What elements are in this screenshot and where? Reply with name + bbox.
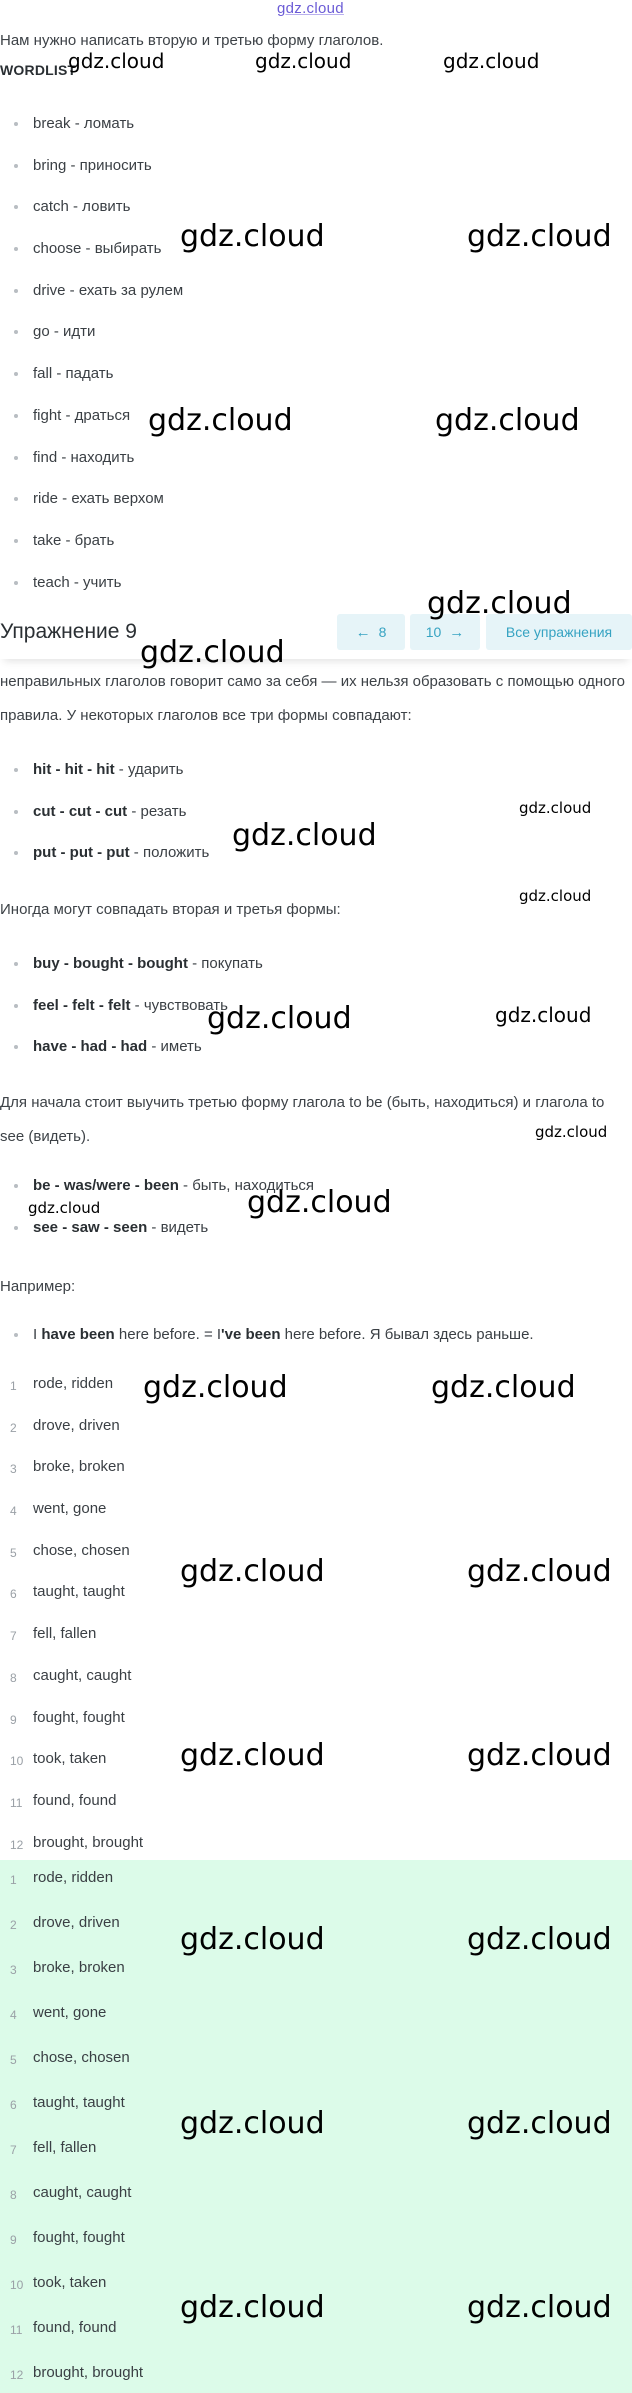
watermark: gdz.cloud	[180, 1922, 325, 1957]
list-item: 9 fought, fought	[10, 1708, 125, 1727]
watermark: gdz.cloud	[255, 49, 352, 73]
list-item: 12 brought, brought	[10, 2364, 144, 2382]
watermark: gdz.cloud	[535, 1123, 608, 1141]
exercise-title: Упражнение 9	[0, 620, 137, 643]
list-item: ride - ехать верхом	[0, 489, 632, 531]
list-item: bring - приносить	[0, 156, 632, 198]
list-item: break - ломать	[0, 114, 632, 156]
watermark: gdz.cloud	[148, 403, 293, 438]
list-item: 1 rode, ridden	[10, 1869, 114, 1887]
watermark: gdz.cloud	[180, 2290, 325, 2325]
list-item: find - находить	[0, 448, 632, 490]
list-item: feel - felt - felt - чувствовать	[0, 996, 632, 1038]
prev-exercise-label: 8	[378, 624, 387, 640]
watermark: gdz.cloud	[431, 1370, 576, 1405]
watermark: gdz.cloud	[467, 1554, 612, 1589]
list-item: 6 taught, taught	[10, 1583, 125, 1602]
watermark: gdz.cloud	[467, 219, 612, 254]
all-exercises-button[interactable]: Все упражнения	[486, 614, 632, 650]
watermark: gdz.cloud	[140, 635, 285, 670]
list-item: 11 found, found	[10, 1791, 117, 1810]
list-item: see - saw - seen - видеть	[0, 1218, 632, 1260]
watermark: gdz.cloud	[435, 403, 580, 438]
next-exercise-label: 10	[425, 624, 442, 640]
watermark: gdz.cloud	[180, 1738, 325, 1773]
list-item: 2 drove, driven	[10, 1914, 120, 1932]
list-item: choose - выбирать	[0, 239, 632, 281]
list-item: go - идти	[0, 322, 632, 364]
watermark: gdz.cloud	[68, 49, 165, 73]
same-two-text: Иногда могут совпадать вторая и третья формы:	[0, 901, 341, 918]
watermark: gdz.cloud	[467, 1738, 612, 1773]
list-item: 6 taught, taught	[10, 2094, 125, 2112]
list-item: drive - ехать за рулем	[0, 281, 632, 323]
list-item: 2 drove, driven	[10, 1416, 120, 1435]
list-item: 12 brought, brought	[10, 1833, 144, 1852]
prev-exercise-button[interactable]	[337, 614, 405, 650]
list-item: 10 took, taken	[10, 2274, 107, 2292]
example-list	[0, 1325, 632, 1367]
list-item: 4 went, gone	[10, 2004, 107, 2022]
list-item: 9 fought, fought	[10, 2229, 125, 2247]
list-item: teach - учить	[0, 573, 632, 615]
list-item: 5 chose, chosen	[10, 1541, 130, 1560]
watermark: gdz.cloud	[467, 1922, 612, 1957]
wordlist-title: WORDLIST	[0, 62, 77, 78]
list-item: 7 fell, fallen	[10, 2139, 97, 2157]
list-item: buy - bought - bought - покупать	[0, 954, 632, 996]
example-label: Например:	[0, 1278, 76, 1295]
watermark: gdz.cloud	[180, 219, 325, 254]
list-item: have - had - had - иметь	[0, 1037, 632, 1079]
watermark: gdz.cloud	[180, 1554, 325, 1589]
list-item: 11 found, found	[10, 2319, 117, 2337]
list-item: 4 went, gone	[10, 1500, 107, 1519]
list-item: 3 broke, broken	[10, 1458, 125, 1477]
list-item: hit - hit - hit - ударить	[0, 760, 632, 802]
watermark: gdz.cloud	[519, 799, 592, 817]
watermark: gdz.cloud	[180, 2106, 325, 2141]
watermark: gdz.cloud	[247, 1185, 392, 1220]
list-item: 8 caught, caught	[10, 2184, 132, 2202]
watermark: gdz.cloud	[519, 887, 592, 905]
example-sentence: I have been here before. = I've been here before. Я бывал здесь раньше.	[0, 1325, 632, 1367]
list-item: fall - падать	[0, 364, 632, 406]
start-text: Для начала стоит выучить третью форму глагола to be (быть, находиться) и глагола to see (видеть).	[0, 1094, 605, 1145]
task-text: Нам нужно написать вторую и третью форму глаголов.	[0, 32, 384, 49]
watermark: gdz.cloud	[443, 49, 540, 73]
watermark: gdz.cloud	[28, 1199, 101, 1217]
list-item: 7 fell, fallen	[10, 1625, 97, 1644]
watermark: gdz.cloud	[427, 586, 572, 621]
list-item: put - put - put - положить	[0, 843, 632, 885]
list-item: cut - cut - cut - резать	[0, 802, 632, 844]
list-item: take - брать	[0, 531, 632, 573]
watermark: gdz.cloud	[207, 1001, 352, 1036]
list-item: 8 caught, caught	[10, 1666, 132, 1685]
watermark: gdz.cloud	[467, 2106, 612, 2141]
intro-text: неправильных глаголов говорит само за себя — их нельзя образовать с помощью одного правила. У некоторых глаголов все три формы совпадают:	[0, 673, 626, 724]
arrow-right-icon: →	[449, 623, 465, 641]
list-item: 5 chose, chosen	[10, 2049, 130, 2067]
watermark: gdz.cloud	[143, 1370, 288, 1405]
wordlist	[0, 114, 632, 614]
watermark: gdz.cloud	[467, 2290, 612, 2325]
list-item: be - was/were - been - быть, находиться	[0, 1176, 632, 1218]
list-item: 10 took, taken	[10, 1750, 107, 1769]
answer-list	[0, 1370, 632, 1874]
list-item: catch - ловить	[0, 197, 632, 239]
site-logo[interactable]: gdz.cloud	[277, 0, 344, 17]
list-item: 3 broke, broken	[10, 1959, 125, 1977]
list-item: 1 rode, ridden	[10, 1375, 114, 1393]
list-item: fight - драться	[0, 406, 632, 448]
watermark: gdz.cloud	[495, 1003, 592, 1027]
arrow-left-icon: ←	[355, 623, 371, 641]
watermark: gdz.cloud	[232, 818, 377, 853]
